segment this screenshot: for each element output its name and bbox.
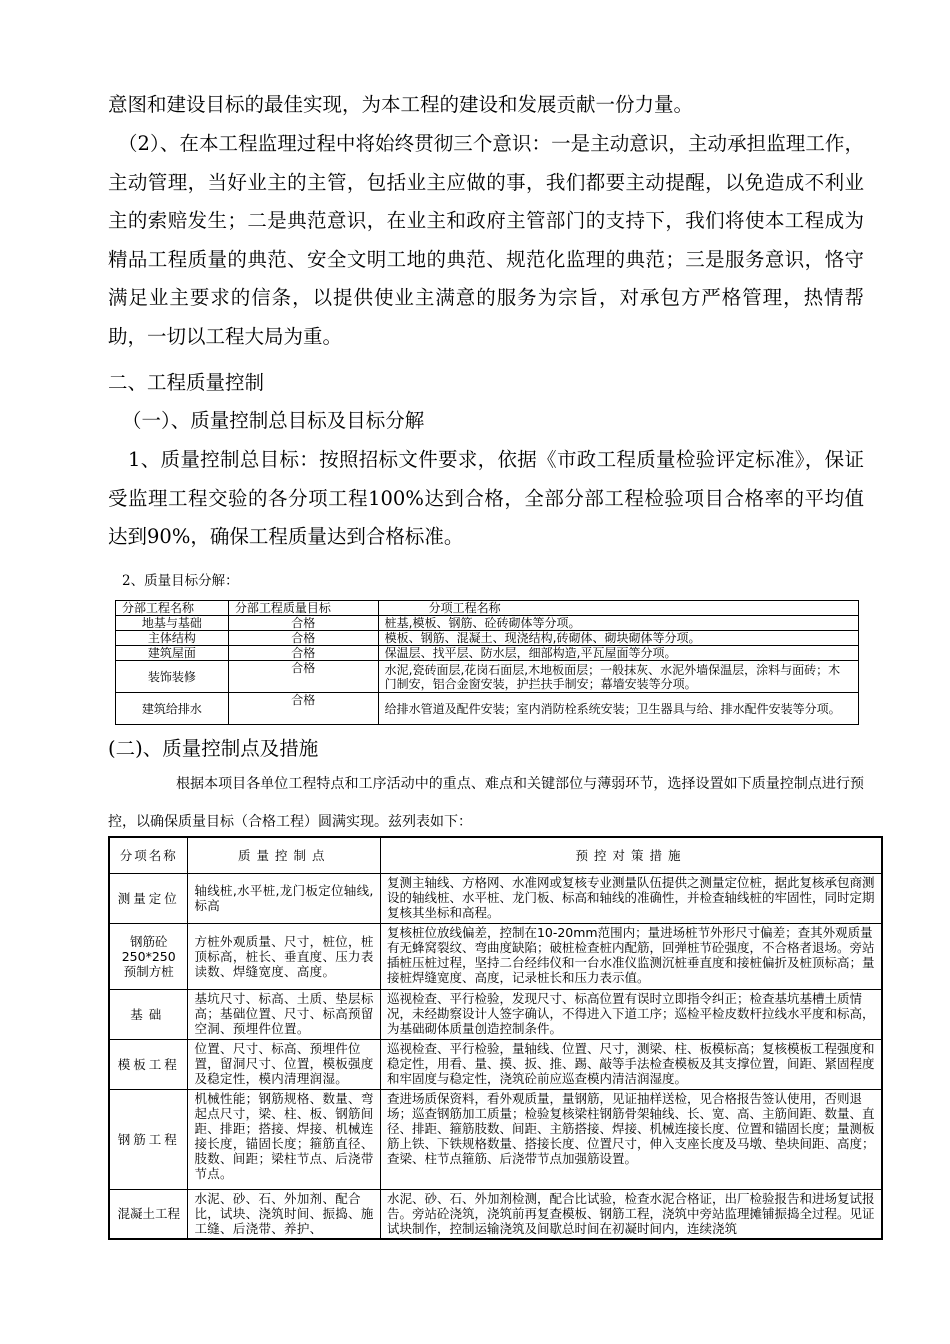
control-measures: 复测主轴线、方格网、水准网或复核专业测量队伍提供之测量定位桩，据此复核承包商测设的轴线桩、水平桩、龙门板、标高和轴线的准确性，并检查轴线桩的牢固性，同时定期复核其坐标和高程。	[380, 873, 882, 923]
division-name: 主体结构	[116, 631, 229, 646]
target-breakdown-heading: 2、质量目标分解：	[122, 573, 239, 589]
table-row	[109, 1089, 882, 1189]
table-row	[116, 646, 859, 661]
subitem-names: 桩基,模板、钢筋、砼砖砌体等分项。	[378, 616, 858, 631]
header-cell: 分部工程名称	[116, 601, 229, 616]
control-points: 水泥、砂、石、外加剂、配合比，试块、浇筑时间、振捣、施工缝、后浇带、养护、	[188, 1189, 380, 1239]
division-name: 地基与基础	[116, 616, 229, 631]
table-row	[116, 616, 859, 631]
division-target: 合格	[228, 646, 378, 661]
control-measures: 巡视检查、平行检验，发现尺寸、标高位置有误时立即指令纠正；检查基坑基槽土质情况，未经勘察设计人签字确认，不得进入下道工序；巡检平检皮数杆拉线水平度和标高，为基础砌体质量创造控制条件。	[380, 989, 882, 1039]
section-heading-quality-control: 二、工程质量控制	[108, 371, 265, 394]
control-measures: 复核桩位放线偏差，控制在10-20mm范围内；量进场桩节外形尺寸偏差；查其外观质量有无蜂窝裂纹、弯曲度缺陷；破桩检查桩内配筋，回弹桩节砼强度，不合格者退场。旁站插桩压桩过程，坚持二台经纬仪和一台水准仪监测沉桩垂直度和接桩偏折及桩顶标高；量接桩焊缝宽度、高度，记录桩长和压力表示值。	[380, 923, 882, 989]
table-row	[109, 923, 882, 989]
table-row	[109, 989, 882, 1039]
item-name: 混凝土工程	[109, 1189, 188, 1239]
header-cell: 分项工程名称	[378, 601, 858, 616]
paragraph-three-awareness: （2）、在本工程监理过程中将始终贯彻三个意识：一是主动意识，主动承担监理工作，主动管理，当好业主的主管，包括业主应做的事，我们都要主动提醒，以免造成不利业主的索赔发生；二是典范意识，在业主和政府主管部门的支持下，我们将使本工程成为精品工程质量的典范、安全文明工地的典范、规范化监理的典范；三是服务意识，恪守满足业主要求的信条，以提供使业主满意的服务为宗旨，对承包方严格管理，热情帮助，一切以工程大局为重。	[108, 132, 864, 348]
item-name: 基础	[109, 989, 188, 1039]
division-name: 建筑给排水	[116, 693, 229, 725]
control-measures: 查进场质保资料，看外观质量，量钢筋，见证抽样送检，见合格报告签认使用，否则退场；巡查钢筋加工质量；检验复核梁柱钢筋骨架轴线、长、宽、高、主筋间距、数量、直径、排距、箍筋肢数、间距、主筋搭接、焊接、机械连接长度、位置和锚固长度；量测板筋上铁、下铁规格数量、搭接长度、位置尺寸，伸入支座长度及马墩、垫块间距、高度；查梁、柱节点箍筋、后浇带节点加强筋设置。	[380, 1089, 882, 1189]
control-points: 机械性能；钢筋规格、数量、弯起点尺寸，梁、柱、板、钢筋间距、排距；搭接、焊接、机械连接长度，锚固长度；箍筋直径、肢数、间距；梁柱节点、后浇带节点。	[188, 1089, 380, 1189]
division-target: 合格	[228, 693, 378, 725]
control-measures: 水泥、砂、石、外加剂检测，配合比试验，检查水泥合格证，出厂检验报告和进场复试报告。旁站砼浇筑，浇筑前再复查模板、钢筋工程，浇筑中旁站监理摊铺振捣全过程。见证试块制作，控制运输浇筑及间歇总时间在初凝时间内，连续浇筑	[380, 1189, 882, 1239]
table-header-row	[109, 837, 882, 873]
table-row	[109, 1039, 882, 1089]
table-row	[116, 693, 859, 725]
subitem-names: 水泥,瓷砖面层,花岗石面层,木地板面层；一般抹灰、水泥外墙保温层，涂料与面砖；木门制安，铝合金窗安装，护拦扶手制安；幕墙安装等分项。	[378, 661, 858, 693]
control-points: 基坑尺寸、标高、土质、垫层标高；基础位置、尺寸、标高预留空洞、预埋件位置。	[188, 989, 380, 1039]
division-target: 合格	[228, 661, 378, 693]
item-name: 钢筋工程	[109, 1089, 188, 1189]
paragraph-intro-end: 意图和建设目标的最佳实现，为本工程的建设和发展贡献一份力量。	[108, 93, 694, 116]
subsection-heading-targets: （一）、质量控制总目标及目标分解	[122, 409, 425, 432]
item-name: 钢筋砼250*250预制方桩	[109, 923, 188, 989]
control-points-table	[108, 836, 883, 1240]
control-points: 位置、尺寸、标高、预埋件位置，留洞尺寸、位置，模板强度及稳定性，模内清理润湿。	[188, 1039, 380, 1089]
control-points: 方桩外观质量、尺寸，桩位，桩顶标高，桩长、垂直度、压力表读数、焊缝宽度、高度。	[188, 923, 380, 989]
quality-target-table	[115, 600, 859, 725]
table-row	[109, 873, 882, 923]
paragraph-control-points-intro: 根据本项目各单位工程特点和工序活动中的重点、难点和关键部位与薄弱环节，选择设置如下质量控制点进行预控，以确保质量目标（合格工程）圆满实现。兹列表如下：	[108, 776, 864, 830]
item-name: 测量定位	[109, 873, 188, 923]
division-target: 合格	[228, 616, 378, 631]
table-row	[109, 1189, 882, 1239]
division-name: 装饰装修	[116, 661, 229, 693]
subitem-names: 给排水管道及配件安装；室内消防栓系统安装；卫生器具与给、排水配件安装等分项。	[378, 693, 858, 725]
paragraph-overall-target: 1、质量控制总目标：按照招标文件要求，依据《市政工程质量检验评定标准》，保证受监理工程交验的各分项工程100%达到合格，全部分部工程检验项目合格率的平均值达到90%，确保工程质量达到合格标准。	[108, 448, 864, 548]
subitem-names: 模板、钢筋、混凝土、现浇结构,砖砌体、砌块砌体等分项。	[378, 631, 858, 646]
header-cell: 预控对策措施	[380, 837, 882, 873]
division-target: 合格	[228, 631, 378, 646]
subsection-heading-control-points: (二)、质量控制点及措施	[108, 737, 319, 760]
header-cell: 分部工程质量目标	[228, 601, 378, 616]
division-name: 建筑屋面	[116, 646, 229, 661]
table-row	[116, 661, 859, 693]
subitem-names: 保温层、找平层、防水层，细部构造,平瓦屋面等分项。	[378, 646, 858, 661]
table-row	[116, 631, 859, 646]
control-points: 轴线桩,水平桩,龙门板定位轴线,标高	[188, 873, 380, 923]
header-cell: 质量控制点	[188, 837, 380, 873]
header-cell: 分项名称	[109, 837, 188, 873]
item-name: 模板工程	[109, 1039, 188, 1089]
control-measures: 巡视检查、平行检验，量轴线、位置、尺寸，测梁、柱、板模标高；复核模板工程强度和稳定性，用看、量、摸、扳、推、踢、敲等手法检查模板及其支撑位置，间距、紧固程度和牢固度与稳定性，浇筑砼前应巡查模内清洁润湿度。	[380, 1039, 882, 1089]
table-header-row	[116, 601, 859, 616]
